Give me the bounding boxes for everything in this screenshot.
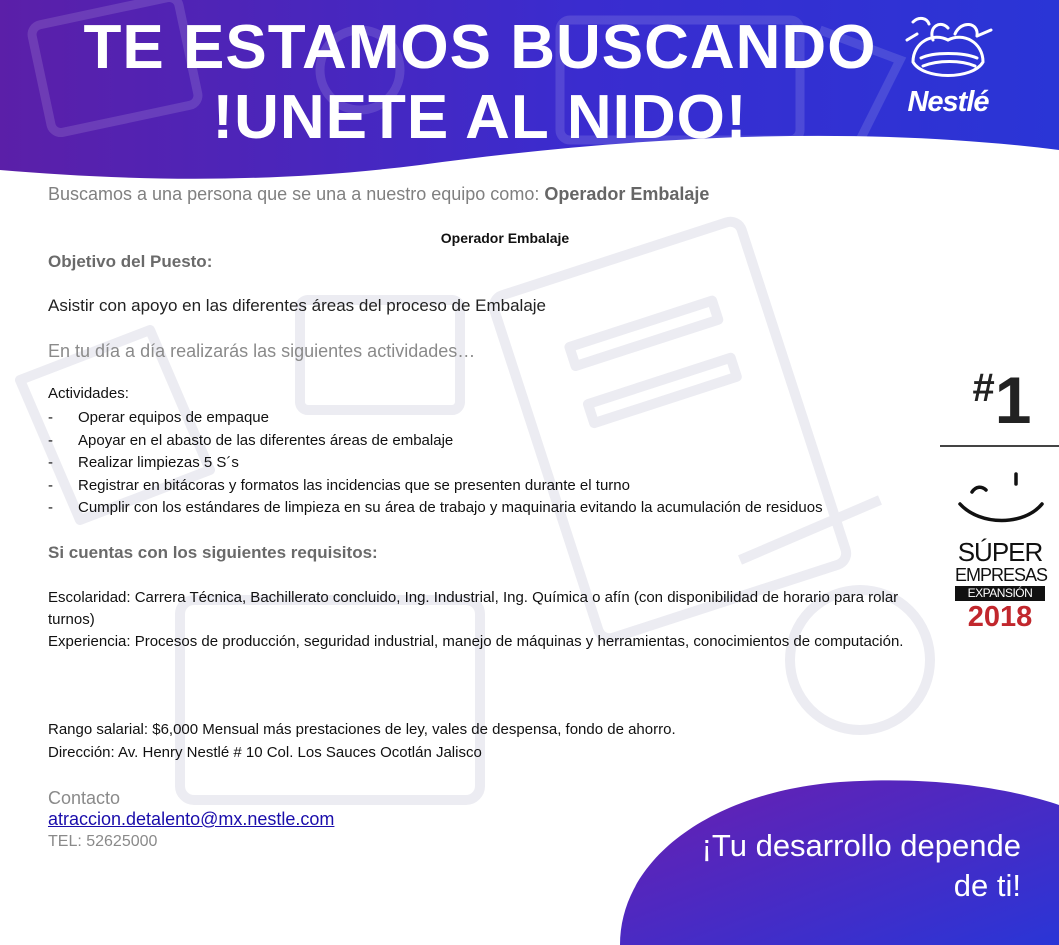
list-bullet: - — [48, 499, 53, 516]
day-to-day-text: En tu día a día realizarás las siguientes actividades… — [48, 341, 476, 361]
list-item — [48, 475, 823, 498]
slogan-line-1: ¡Tu desarrollo depende — [701, 828, 1021, 863]
headline-line-1: TE ESTAMOS BUSCANDO — [83, 13, 877, 82]
requirements-heading: Si cuentas con los siguientes requisitos: — [48, 543, 378, 562]
list-item — [48, 407, 823, 430]
slogan-text — [601, 826, 1021, 906]
activity-text: Registrar en bitácoras y formatos las incidencias que se presenten durante el turno — [78, 476, 630, 494]
rank-digit: 1 — [994, 363, 1032, 437]
activity-text: Apoyar en el abasto de las diferentes áreas de embalaje — [78, 431, 454, 449]
job-title: Operador Embalaje — [440, 230, 570, 246]
activities-label: Actividades: — [48, 385, 129, 402]
brand-name: Nestlé — [907, 86, 989, 118]
super-empresas-award — [955, 537, 1048, 633]
list-bullet: - — [48, 476, 53, 494]
list-item — [48, 452, 823, 475]
address-text: Dirección: Av. Henry Nestlé # 10 Col. Los Sauces Ocotlán Jalisco — [48, 744, 482, 761]
list-bullet: - — [48, 431, 53, 449]
activity-text: Operar equipos de empaque — [78, 409, 269, 426]
award-line-2: EMPRESAS — [955, 565, 1048, 585]
contact-email-link[interactable]: atraccion.detalento@mx.nestle.com — [48, 809, 335, 829]
list-bullet: - — [48, 409, 53, 426]
award-line-1: SÚPER — [957, 537, 1043, 567]
objective-text: Asistir con apoyo en las diferentes áreas del proceso de Embalaje — [48, 296, 547, 315]
rank-hash: # — [972, 366, 995, 410]
smile-icon — [950, 462, 1050, 532]
nestle-logo — [893, 12, 1003, 122]
activity-text: Cumplir con los estándares de limpieza en su área de trabajo y maquinaria evitando la acumulación de residuos — [78, 499, 823, 516]
award-year: 2018 — [967, 601, 1033, 633]
requirements-education: Escolaridad: Carrera Técnica, Bachillerato concluido, Ing. Industrial, Ing. Química o afín (con disponibilidad de horario para rolar turnos) — [48, 589, 899, 628]
contact-label: Contacto — [48, 788, 121, 808]
rank-number-one — [945, 362, 1059, 438]
salary-text: Rango salarial: $6,000 Mensual más prestaciones de ley, vales de despensa, fondo de ahorro. — [48, 721, 676, 738]
requirements-experience: Experiencia: Procesos de producción, seguridad industrial, manejo de máquinas y herramientas, conocimientos de computación. — [48, 633, 904, 650]
list-item — [48, 497, 823, 520]
badge-divider — [940, 445, 1059, 447]
award-line-3: EXPANSIÓN — [955, 586, 1045, 601]
list-bullet: - — [48, 454, 53, 471]
objective-heading: Objetivo del Puesto: — [48, 252, 213, 271]
activities-list — [48, 407, 823, 520]
intro-sentence — [48, 184, 709, 205]
nest-birds-icon — [893, 12, 1003, 90]
intro-position: Operador Embalaje — [544, 184, 710, 204]
slogan-line-2: de ti! — [953, 868, 1021, 903]
contact-phone: TEL: 52625000 — [48, 833, 158, 850]
intro-text: Buscamos a una persona que se una a nuestro equipo como: — [48, 184, 540, 204]
headline-line-2: !UNETE AL NIDO! — [212, 83, 748, 152]
list-item — [48, 430, 823, 453]
activity-text: Realizar limpiezas 5 S´s — [78, 454, 239, 471]
